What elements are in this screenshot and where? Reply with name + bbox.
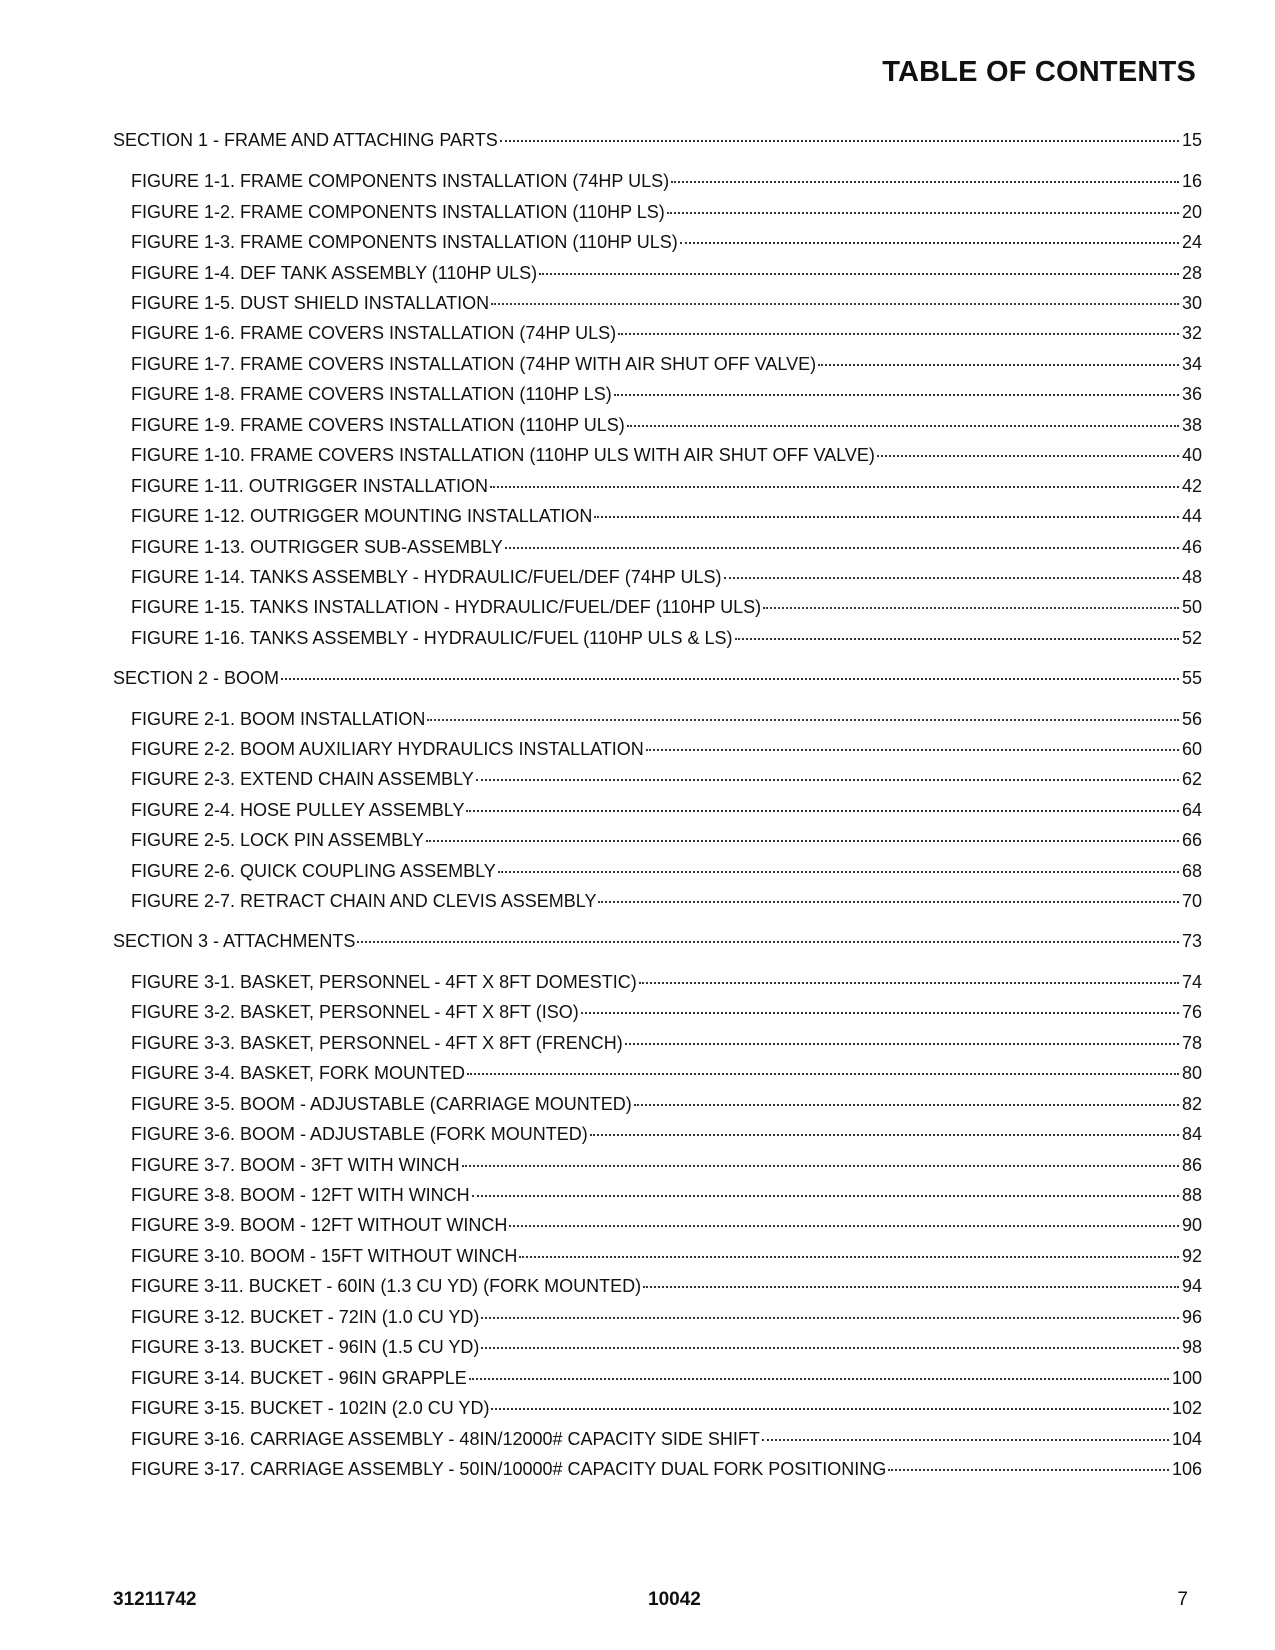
toc-entry-page: 100 [1171, 1368, 1202, 1388]
toc-entry-label: FIGURE 2-1. BOOM INSTALLATION [131, 709, 426, 729]
toc-entry-page: 94 [1181, 1276, 1202, 1296]
toc-entry-label: FIGURE 1-11. OUTRIGGER INSTALLATION [131, 476, 489, 496]
toc-entry-page: 24 [1181, 232, 1202, 252]
dot-leader [469, 1378, 1169, 1380]
dot-leader [590, 1134, 1179, 1136]
toc-figure-entry[interactable] [131, 738, 1202, 760]
dot-leader [625, 1043, 1179, 1045]
dot-leader [427, 719, 1179, 721]
toc-entry-page: 106 [1171, 1459, 1202, 1479]
toc-entry-page: 66 [1181, 830, 1202, 850]
toc-entry-page: 64 [1181, 800, 1202, 820]
toc-entry-page: 55 [1181, 668, 1202, 688]
toc-figure-entry[interactable] [131, 1306, 1202, 1328]
toc-figure-entry[interactable] [131, 1458, 1202, 1480]
toc-entry-label: FIGURE 3-16. CARRIAGE ASSEMBLY - 48IN/12000# CAPACITY SIDE SHIFT [131, 1429, 760, 1449]
dot-leader [735, 638, 1179, 640]
toc-entry-label: FIGURE 2-6. QUICK COUPLING ASSEMBLY [131, 861, 496, 881]
toc-entry-page: 60 [1181, 739, 1202, 759]
dot-leader [818, 364, 1179, 366]
dot-leader [519, 1256, 1179, 1258]
toc-entry-label: FIGURE 3-4. BASKET, FORK MOUNTED [131, 1063, 466, 1083]
toc-entry-page: 86 [1181, 1155, 1202, 1175]
toc-entry-label: FIGURE 3-3. BASKET, PERSONNEL - 4FT X 8FT (FRENCH) [131, 1033, 623, 1053]
toc-figure-entry[interactable] [131, 414, 1202, 436]
dot-leader [498, 871, 1179, 873]
dot-leader [581, 1012, 1179, 1014]
toc-entry-label: FIGURE 1-16. TANKS ASSEMBLY - HYDRAULIC/FUEL (110HP ULS & LS) [131, 628, 733, 648]
toc-figure-entry[interactable] [131, 505, 1202, 527]
dot-leader [888, 1469, 1169, 1471]
toc-section-entry[interactable] [113, 930, 1202, 952]
toc-figure-entry[interactable] [131, 1367, 1202, 1389]
toc-entry-label: FIGURE 3-7. BOOM - 3FT WITH WINCH [131, 1155, 460, 1175]
toc-entry-label: FIGURE 3-10. BOOM - 15FT WITHOUT WINCH [131, 1246, 518, 1266]
toc-entry-label: FIGURE 3-9. BOOM - 12FT WITHOUT WINCH [131, 1215, 508, 1235]
toc-entry-page: 50 [1181, 597, 1202, 617]
dot-leader [724, 577, 1179, 579]
toc-figure-entry[interactable] [131, 444, 1202, 466]
toc-entry-label: FIGURE 1-14. TANKS ASSEMBLY - HYDRAULIC/FUEL/DEF (74HP ULS) [131, 567, 722, 587]
toc-entry-label: FIGURE 1-13. OUTRIGGER SUB-ASSEMBLY [131, 537, 503, 557]
toc-figure-entry[interactable] [131, 627, 1202, 649]
toc-entry-page: 68 [1181, 861, 1202, 881]
toc-entry-label: FIGURE 2-3. EXTEND CHAIN ASSEMBLY [131, 769, 474, 789]
toc-figure-entry[interactable] [131, 170, 1202, 192]
toc-figure-entry[interactable] [131, 1062, 1202, 1084]
dot-leader [680, 242, 1179, 244]
dot-leader [763, 607, 1179, 609]
toc-entry-page: 88 [1181, 1185, 1202, 1205]
dot-leader [634, 1104, 1179, 1106]
toc-entry-label: FIGURE 3-8. BOOM - 12FT WITH WINCH [131, 1185, 470, 1205]
toc-figure-entry[interactable] [131, 1245, 1202, 1267]
toc-entry-page: 15 [1181, 130, 1202, 150]
dot-leader [481, 1317, 1179, 1319]
dot-leader [462, 1165, 1179, 1167]
dot-leader [509, 1225, 1179, 1227]
toc-entry-page: 74 [1181, 972, 1202, 992]
toc-entry-label: FIGURE 1-9. FRAME COVERS INSTALLATION (110HP ULS) [131, 415, 625, 435]
toc-figure-entry[interactable] [131, 262, 1202, 284]
toc-figure-entry[interactable] [131, 1397, 1202, 1419]
toc-figure-entry[interactable] [131, 201, 1202, 223]
toc-figure-entry[interactable] [131, 1184, 1202, 1206]
toc-entry-page: 96 [1181, 1307, 1202, 1327]
toc-figure-entry[interactable] [131, 971, 1202, 993]
toc-figure-entry[interactable] [131, 231, 1202, 253]
toc-figure-entry[interactable] [131, 1428, 1202, 1450]
dot-leader [490, 486, 1179, 488]
toc-figure-entry[interactable] [131, 475, 1202, 497]
dot-leader [667, 212, 1179, 214]
toc-entry-page: 40 [1181, 445, 1202, 465]
toc-figure-entry[interactable] [131, 799, 1202, 821]
toc-figure-entry[interactable] [131, 383, 1202, 405]
dot-leader [491, 303, 1179, 305]
toc-figure-entry[interactable] [131, 566, 1202, 588]
toc-entry-label: FIGURE 1-4. DEF TANK ASSEMBLY (110HP ULS) [131, 263, 538, 283]
dot-leader [505, 547, 1179, 549]
dot-leader [614, 394, 1179, 396]
dot-leader [627, 425, 1179, 427]
toc-entry-label: SECTION 3 - ATTACHMENTS [113, 931, 356, 951]
toc-entry-page: 84 [1181, 1124, 1202, 1144]
toc-figure-entry[interactable] [131, 1336, 1202, 1358]
toc-entry-page: 56 [1181, 709, 1202, 729]
dot-leader [472, 1195, 1179, 1197]
toc-entry-page: 92 [1181, 1246, 1202, 1266]
toc-entry-page: 48 [1181, 567, 1202, 587]
toc-section-entry[interactable] [113, 129, 1202, 151]
toc-entry-page: 102 [1171, 1398, 1202, 1418]
toc-entry-page: 30 [1181, 293, 1202, 313]
dot-leader [500, 140, 1179, 142]
dot-leader [357, 941, 1179, 943]
toc-entry-page: 90 [1181, 1215, 1202, 1235]
dot-leader [598, 901, 1179, 903]
toc-figure-entry[interactable] [131, 860, 1202, 882]
toc-entry-label: FIGURE 3-1. BASKET, PERSONNEL - 4FT X 8FT DOMESTIC) [131, 972, 637, 992]
toc-entry-label: FIGURE 1-7. FRAME COVERS INSTALLATION (74HP WITH AIR SHUT OFF VALVE) [131, 354, 817, 374]
toc-entry-label: FIGURE 1-10. FRAME COVERS INSTALLATION (110HP ULS WITH AIR SHUT OFF VALVE) [131, 445, 875, 465]
toc-figure-entry[interactable] [131, 1032, 1202, 1054]
toc-entry-label: FIGURE 3-5. BOOM - ADJUSTABLE (CARRIAGE MOUNTED) [131, 1094, 632, 1114]
toc-figure-entry[interactable] [131, 1001, 1202, 1023]
toc-entry-page: 34 [1181, 354, 1202, 374]
toc-entry-page: 76 [1181, 1002, 1202, 1022]
toc-entry-label: FIGURE 1-15. TANKS INSTALLATION - HYDRAULIC/FUEL/DEF (110HP ULS) [131, 597, 762, 617]
toc-figure-entry[interactable] [131, 829, 1202, 851]
dot-leader [646, 749, 1179, 751]
toc-entry-label: FIGURE 3-11. BUCKET - 60IN (1.3 CU YD) (FORK MOUNTED) [131, 1276, 642, 1296]
toc-entry-label: FIGURE 3-13. BUCKET - 96IN (1.5 CU YD) [131, 1337, 480, 1357]
dot-leader [671, 181, 1179, 183]
toc-figure-entry[interactable] [131, 596, 1202, 618]
dot-leader [467, 1073, 1179, 1075]
toc-figure-entry[interactable] [131, 890, 1202, 912]
dot-leader [594, 516, 1179, 518]
toc-entry-page: 32 [1181, 323, 1202, 343]
toc-entry-label: FIGURE 3-12. BUCKET - 72IN (1.0 CU YD) [131, 1307, 480, 1327]
toc-entry-page: 42 [1181, 476, 1202, 496]
dot-leader [539, 273, 1179, 275]
toc-figure-entry[interactable] [131, 708, 1202, 730]
footer-page-number: 7 [1177, 1589, 1188, 1610]
toc-entry-page: 46 [1181, 537, 1202, 557]
toc-figure-entry[interactable] [131, 1093, 1202, 1115]
toc-entry-page: 28 [1181, 263, 1202, 283]
toc-figure-entry[interactable] [131, 1214, 1202, 1236]
dot-leader [481, 1347, 1179, 1349]
dot-leader [877, 455, 1179, 457]
toc-entry-label: FIGURE 3-15. BUCKET - 102IN (2.0 CU YD) [131, 1398, 490, 1418]
dot-leader [643, 1286, 1179, 1288]
dot-leader [426, 840, 1179, 842]
page-title: TABLE OF CONTENTS [882, 56, 1196, 88]
toc-entry-page: 38 [1181, 415, 1202, 435]
dot-leader [762, 1439, 1169, 1441]
toc-figure-entry[interactable] [131, 353, 1202, 375]
toc-entry-label: FIGURE 3-17. CARRIAGE ASSEMBLY - 50IN/10000# CAPACITY DUAL FORK POSITIONING [131, 1459, 887, 1479]
toc-entry-label: SECTION 1 - FRAME AND ATTACHING PARTS [113, 130, 498, 150]
toc-entry-page: 98 [1181, 1337, 1202, 1357]
toc-entry-label: SECTION 2 - BOOM [113, 668, 280, 688]
footer-part-number: 31211742 [113, 1589, 197, 1610]
toc-entry-page: 20 [1181, 202, 1202, 222]
toc-entry-label: FIGURE 3-6. BOOM - ADJUSTABLE (FORK MOUNTED) [131, 1124, 588, 1144]
toc-entry-page: 104 [1171, 1429, 1202, 1449]
dot-leader [466, 810, 1179, 812]
toc-entry-label: FIGURE 1-1. FRAME COMPONENTS INSTALLATION (74HP ULS) [131, 171, 670, 191]
toc-entry-page: 44 [1181, 506, 1202, 526]
toc-entry-page: 52 [1181, 628, 1202, 648]
toc-entry-label: FIGURE 1-6. FRAME COVERS INSTALLATION (74HP ULS) [131, 323, 617, 343]
dot-leader [281, 678, 1179, 680]
toc-figure-entry[interactable] [131, 292, 1202, 314]
toc-entry-page: 16 [1181, 171, 1202, 191]
toc-entry-page: 82 [1181, 1094, 1202, 1114]
toc-figure-entry[interactable] [131, 1154, 1202, 1176]
toc-entry-label: FIGURE 2-2. BOOM AUXILIARY HYDRAULICS INSTALLATION [131, 739, 644, 759]
toc-entry-page: 62 [1181, 769, 1202, 789]
toc-entry-label: FIGURE 3-14. BUCKET - 96IN GRAPPLE [131, 1368, 467, 1388]
dot-leader [476, 779, 1179, 781]
toc-entry-label: FIGURE 1-2. FRAME COMPONENTS INSTALLATION (110HP LS) [131, 202, 665, 222]
toc-entry-label: FIGURE 1-12. OUTRIGGER MOUNTING INSTALLATION [131, 506, 593, 526]
toc-entry-label: FIGURE 1-3. FRAME COMPONENTS INSTALLATION (110HP ULS) [131, 232, 678, 252]
dot-leader [639, 982, 1179, 984]
toc-entry-label: FIGURE 2-4. HOSE PULLEY ASSEMBLY [131, 800, 465, 820]
toc-entry-label: FIGURE 1-8. FRAME COVERS INSTALLATION (110HP LS) [131, 384, 612, 404]
toc-entry-page: 78 [1181, 1033, 1202, 1053]
dot-leader [491, 1408, 1169, 1410]
footer-code: 10042 [648, 1589, 701, 1610]
dot-leader [618, 333, 1179, 335]
toc-figure-entry[interactable] [131, 1123, 1202, 1145]
toc-entry-label: FIGURE 2-7. RETRACT CHAIN AND CLEVIS ASSEMBLY [131, 891, 597, 911]
toc-entry-page: 80 [1181, 1063, 1202, 1083]
toc-entry-label: FIGURE 3-2. BASKET, PERSONNEL - 4FT X 8FT (ISO) [131, 1002, 579, 1022]
toc-figure-entry[interactable] [131, 768, 1202, 790]
toc-section-entry[interactable] [113, 667, 1202, 689]
toc-figure-entry[interactable] [131, 536, 1202, 558]
toc-entry-label: FIGURE 2-5. LOCK PIN ASSEMBLY [131, 830, 424, 850]
toc-entry-label: FIGURE 1-5. DUST SHIELD INSTALLATION [131, 293, 490, 313]
toc-figure-entry[interactable] [131, 322, 1202, 344]
toc-entry-page: 73 [1181, 931, 1202, 951]
toc-entry-page: 36 [1181, 384, 1202, 404]
toc-figure-entry[interactable] [131, 1275, 1202, 1297]
toc-entry-page: 70 [1181, 891, 1202, 911]
